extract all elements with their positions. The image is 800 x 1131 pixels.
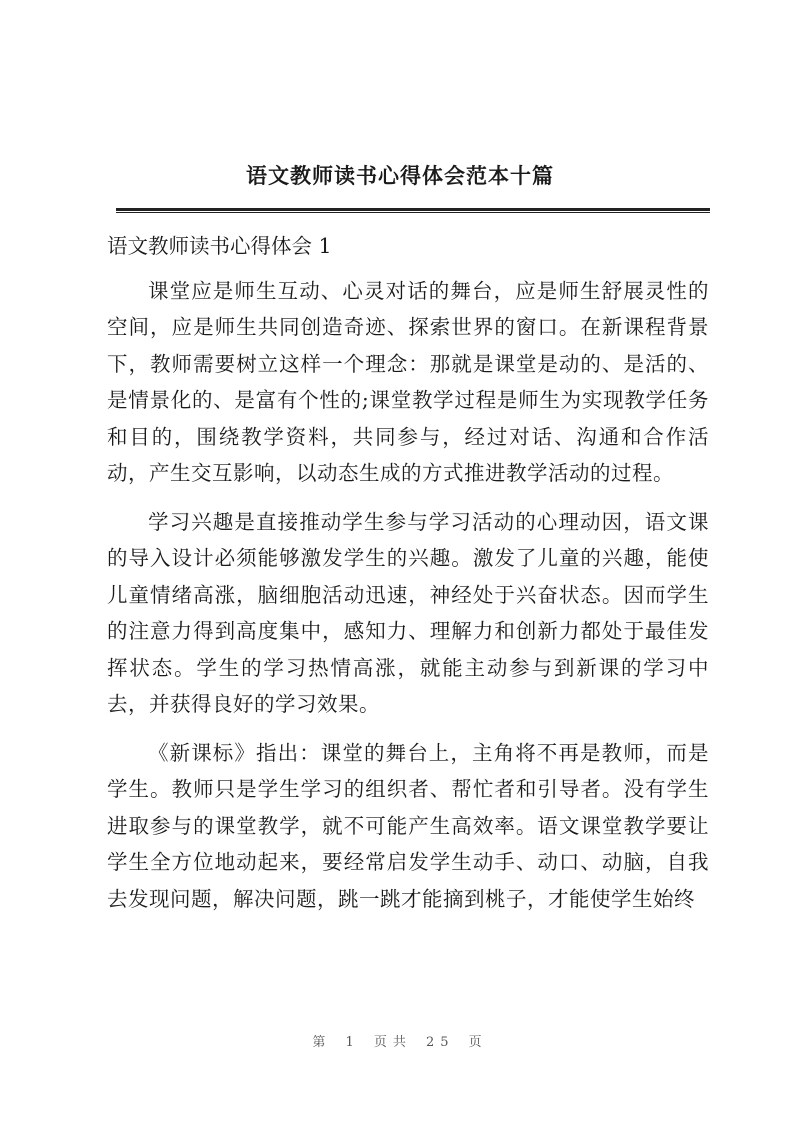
page-title: 语文教师读书心得体会范本十篇 xyxy=(246,163,554,188)
paragraph: 学习兴趣是直接推动学生参与学习活动的心理动因，语文课的导入设计必须能够激发学生的兴趣。激发了儿童的兴趣，能使儿童情绪高涨，脑细胞活动迅速，神经处于兴奋状态。因而学生的注意力得到高度集中，感知力、理解力和创新力都处于最佳发挥状态。学生的学习热情高涨，就能主动参与到新课的学习中去，并获得良好的学习效果。 xyxy=(107,509,709,716)
page-number-footer: 第 1 页共 25 页 xyxy=(312,1035,488,1050)
paragraph: 《新课标》指出：课堂的舞台上，主角将不再是教师，而是学生。教师只是学生学习的组织者、帮忙者和引导者。没有学生进取参与的课堂教学，就不可能产生高效率。语文课堂教学要让学生全方位地动起来，要经常启发学生动手、动口、动脑，自我去发现问题，解决问题，跳一跳才能摘到桃子，才能使学生始终 xyxy=(107,740,709,911)
document-body xyxy=(107,228,709,929)
title-divider xyxy=(116,208,710,213)
paragraph: 课堂应是师生互动、心灵对话的舞台，应是师生舒展灵性的空间，应是师生共同创造奇迹、探索世界的窗口。在新课程背景下，教师需要树立这样一个理念：那就是课堂是动的、是活的、是情景化的、是富有个性的;课堂教学过程是师生为实现教学任务和目的，围绕教学资料，共同参与，经过对话、沟通和合作活动，产生交互影响，以动态生成的方式推进教学活动的过程。 xyxy=(107,278,709,485)
section-heading: 语文教师读书心得体会 1 xyxy=(107,234,332,258)
paragraph-list xyxy=(107,273,709,918)
